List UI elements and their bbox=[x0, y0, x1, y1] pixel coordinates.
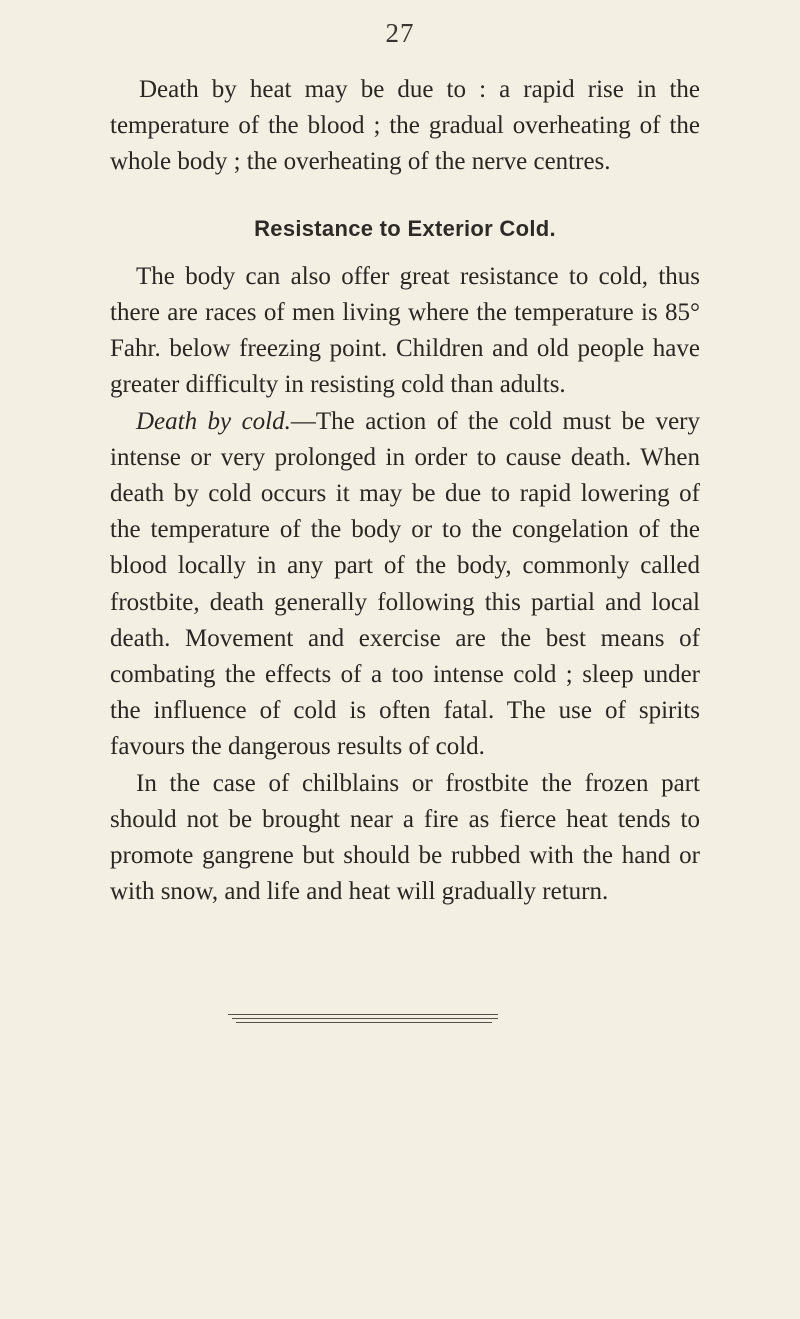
paragraph-death-by-cold bbox=[110, 404, 700, 766]
run-in-heading: Death by cold. bbox=[136, 407, 291, 435]
paragraph-death-by-heat: Death by heat may be due to : a rapid rise in the temperature of the blood ; the gradual overheating of the whole body ; the overheating of the nerve centres. bbox=[110, 76, 700, 176]
paragraph-death-by-cold-text: —The action of the cold must be very intense or very prolonged in order to cause death. When death by cold occurs it may be due to rapid lowering of the temperature of the body or to the congelation of the blood locally in any part of the body, commonly called frostbite, death generally following this partial and local death. Movement and exercise are the best means of combating the effects of a too intense cold ; sleep under the influence of cold is often fatal. The use of spirits favours the dangerous results of cold. bbox=[110, 407, 701, 761]
page-number: 27 bbox=[385, 18, 415, 48]
closing-rules bbox=[228, 1014, 498, 1026]
rule-line bbox=[236, 1022, 492, 1023]
paragraph-chilblains: In the case of chilblains or frostbite the frozen part should not be brought near a fire as fierce heat tends to promote gangrene but should be rubbed with the hand or with snow, and life and heat will gradually return. bbox=[110, 769, 700, 906]
rule-line bbox=[232, 1018, 498, 1019]
rule-line bbox=[228, 1014, 498, 1015]
page-body bbox=[110, 72, 700, 910]
paragraph-resistance-to-cold: The body can also offer great resistance to cold, thus there are races of men living where the temperature is 85° Fahr. below freezing point. Children and old people have greater difficulty in resisting cold than adults. bbox=[110, 262, 700, 399]
section-heading: Resistance to Exterior Cold. bbox=[254, 215, 556, 241]
